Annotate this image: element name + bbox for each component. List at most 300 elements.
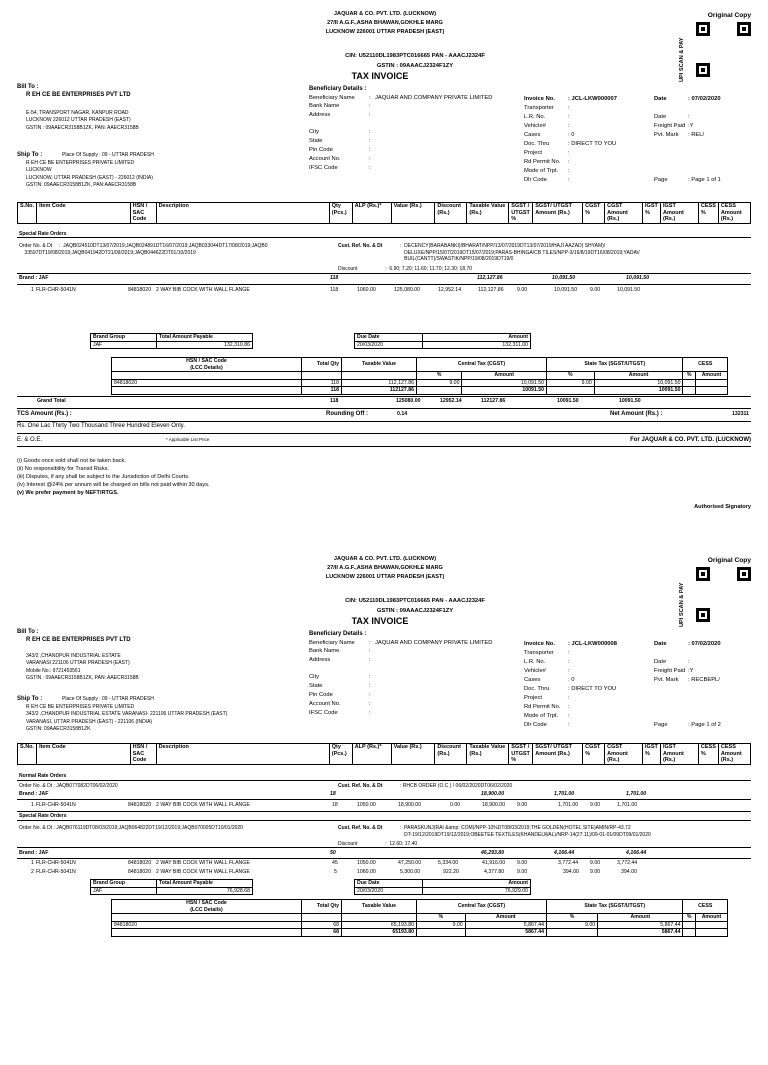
hsn-total-cgst: 10091.50: [462, 387, 547, 395]
invoice-meta: [524, 95, 721, 185]
meta-value: :: [688, 658, 690, 665]
grand-qty: 118: [330, 398, 339, 404]
bill-line: GSTIN : 09AAECR3158B1ZK, PAN: AAECR3158B: [26, 124, 139, 131]
col-header: Discount (Rs.): [435, 203, 467, 224]
meta-value: :: [688, 113, 690, 120]
upi-qr-code[interactable]: [696, 22, 751, 77]
col-header: CGST Amount (Rs.): [605, 744, 643, 765]
meta-value: : REL/: [688, 131, 705, 138]
beneficiary-name-value: JAQUAR AND COMPANY PRIVATE LIMITED: [375, 94, 493, 101]
hsn-header: [112, 900, 302, 914]
bank-name-label: Bank Name: [309, 648, 340, 655]
ship-to-address: [26, 160, 153, 189]
ship-line: LUCKNOW: [26, 167, 52, 174]
bill-line: VARANASI 221106 UTTAR PRADESH (EAST): [26, 660, 130, 667]
col-header: CESS %: [698, 744, 718, 765]
col-header: CESS %: [698, 203, 718, 224]
col-header: ALP (Rs.)*: [352, 203, 391, 224]
col-header: Taxable Value (Rs.): [467, 203, 509, 224]
page-number: : Page 1 of 2: [688, 721, 721, 728]
hsn-sgst-pct: 9.00: [546, 379, 594, 387]
col-header: SGST / UTGST %: [509, 203, 533, 224]
meta-value: :Y: [688, 667, 694, 674]
meta-label: Pvt. Mark: [654, 676, 679, 683]
due-date-value: 20/03/2020: [355, 341, 423, 349]
company-name: JAQUAR & CO. PVT. LTD. (LUCKNOW): [333, 11, 437, 17]
meta-label: L.R. No.: [524, 658, 546, 665]
meta-value: :: [568, 703, 570, 710]
gstin: GSTIN : 09AAACJ2324F1ZY: [376, 63, 454, 69]
grand-sgst: 10091.50: [557, 398, 579, 404]
col-header: CGST %: [583, 744, 605, 765]
brand-cgst: 10,091.50: [626, 275, 650, 281]
rounding-label: Rounding Off :: [326, 411, 368, 417]
taxable-header: Taxable Value: [342, 900, 417, 914]
meta-label: Rd Permit No.: [524, 158, 561, 165]
hsn-sgst-amt: 10,091.50: [594, 379, 683, 387]
upi-scan-label: UPI SCAN & PAY: [679, 37, 685, 82]
meta-value: :: [568, 149, 570, 156]
item-cgst: 3,772.44: [617, 860, 638, 866]
grand-taxable: 112127.86: [481, 398, 506, 404]
sgst-header: State Tax (SGST/UTGST): [546, 900, 682, 914]
ship-line: GSTIN: 09AAECR3158B1ZK: [26, 725, 91, 732]
cust-ref-label: Cust. Ref. No. & Dt: [338, 825, 383, 831]
hsn-sgst-amt: 5,867.44: [598, 921, 683, 929]
brand-qty: 118: [330, 275, 339, 281]
item-sgst-pct: 9.00: [517, 287, 528, 293]
cin-pan: CIN: U52110DL1983PTC016665 PAN - AAACJ2324F: [345, 598, 485, 604]
item-row: [17, 287, 751, 295]
grand-cgst: 10091.50: [619, 398, 641, 404]
invoice-date: : 07/02/2020: [688, 641, 721, 647]
amt-header: Amount: [462, 372, 547, 380]
meta-label: Dlr Code: [524, 176, 547, 183]
bill-to-name: R EH CE BE ENTERPRISES PVT LTD: [26, 92, 131, 98]
meta-value: : DIRECT TO YOU: [568, 140, 617, 147]
term-line: (iii) Disputes, if any shall be subject to the Jurisdiction of Delhi Courts.: [17, 474, 190, 481]
total-payable-value: 76,928.68: [157, 887, 253, 895]
meta-label: Project: [524, 694, 543, 701]
amt-header: Amount: [594, 372, 683, 380]
ship-line: GSTIN: 09AAECR3158B1ZK, PAN:AAECR3158B: [26, 181, 137, 188]
item-sno: 1: [31, 287, 34, 293]
hsn-h1: HSN / SAC Code: [186, 900, 227, 906]
meta-value: : RECBEPL/: [688, 676, 720, 683]
item-code: FLR-CHR-5041N: [36, 802, 76, 808]
discount-line: Discount : 12.60; 17.40: [338, 841, 418, 847]
meta-label: Doc. Thru: [524, 685, 550, 692]
invoice-meta: [524, 640, 721, 730]
pct-header: %: [683, 914, 696, 922]
term-line: (i) Goods once sold shall not be taken back.: [17, 458, 126, 464]
item-code: FLR-CHR-5041N: [36, 869, 76, 875]
beneficiary-title: Beneficiary Details :: [309, 631, 367, 637]
meta-label: Invoice No.: [524, 641, 555, 647]
hsn-cgst-pct: 9.00: [417, 379, 462, 387]
item-sgst: 394.00: [563, 869, 579, 875]
item-taxable: 18,900.00: [482, 802, 506, 808]
total-payable-value: 132,310.86: [157, 341, 253, 349]
ifsc-label: IFSC Code: [309, 710, 338, 717]
col-header: Discount (Rs.): [435, 744, 467, 765]
due-amount-value: 132,311.00: [423, 341, 531, 349]
item-row: [17, 802, 751, 810]
upi-qr-code[interactable]: [696, 567, 751, 622]
payable-box: [90, 333, 253, 349]
upi-scan-label: UPI SCAN & PAY: [679, 582, 685, 627]
col-header: CESS Amount (Rs.): [718, 744, 750, 765]
eoe: E. & O.E.: [17, 437, 43, 443]
brand-taxable: 46,293.80: [481, 850, 505, 856]
city-label: City: [309, 129, 319, 136]
item-value: 5,300.00: [400, 869, 421, 875]
meta-value: :: [568, 694, 570, 701]
cust-ref-value: : PARASKUNJ(RAI &amp; COM)/NPP-10%DT08/03/2019;THE GOLDEN(HOTEL SITE)AMIN/RP-43.72 DT-19/12/2019DT19/12/2019;OBEETEE TEXTILES(KHANDELWAL)/NRP-14(27.11)/09-01-01/09DT09/01/2020: [400, 825, 651, 838]
ship-to-label: Ship To :: [17, 152, 43, 158]
hsn-total-sgst: 5867.44: [598, 929, 683, 937]
hsn-h1: HSN / SAC Code: [186, 358, 227, 364]
total-payable-label: Total Amount Payable: [157, 334, 253, 342]
amount-in-words: Rs. One Lac Thirty Two Thousand Three Hundred Eleven Only.: [17, 423, 185, 429]
invoice-date: : 07/02/2020: [688, 96, 721, 102]
meta-label: Page: [654, 176, 668, 183]
account-no-label: Account No.: [309, 156, 341, 163]
col-header: IGST Amount (Rs.): [661, 744, 699, 765]
pct-header: %: [417, 914, 466, 922]
ifsc-label: IFSC Code: [309, 165, 338, 172]
item-sno: 1: [31, 860, 34, 866]
col-header: CGST %: [583, 203, 605, 224]
hsn-summary: [111, 357, 728, 395]
amt-header: Amount: [695, 372, 727, 380]
col-header: Description: [156, 203, 329, 224]
brand-group-label: Brand Group: [91, 334, 157, 342]
section-title: Special Rate Orders: [19, 231, 67, 237]
order-numbers: Order No. & Dt : JAQB024510DT13/07/2019;JAQB024891DT16/07/2019;JAQB033044DT17/08/2019;JAQB0 33597DT19/08/2019;JAQB041942DT21/09/2019;JAQB044622DT01/10/2019: [19, 243, 268, 256]
item-discount: 5,334.00: [438, 860, 459, 866]
hsn-taxable: 65,193.80: [342, 921, 417, 929]
due-box: [354, 333, 531, 349]
total-qty-header: Total Qty: [302, 358, 342, 372]
rounding-value: 0.14: [397, 411, 408, 417]
item-sno: 2: [31, 869, 34, 875]
meta-value: :: [568, 721, 570, 728]
meta-label: Vehicle#: [524, 122, 546, 129]
meta-value: :: [568, 667, 570, 674]
meta-label: Doc. Thru: [524, 140, 550, 147]
item-sgst: 10,091.50: [554, 287, 578, 293]
net-amount-label: Net Amount (Rs.) :: [610, 411, 663, 417]
hsn-total-qty: 118: [302, 387, 342, 395]
brand-group-value: JAF: [91, 887, 157, 895]
state-label: State: [309, 683, 323, 690]
item-alp: 1060.00: [357, 869, 376, 875]
account-no-label: Account No.: [309, 701, 341, 708]
brand-cgst: 4,166.44: [626, 850, 647, 856]
due-date-label: Due Date: [355, 334, 423, 342]
company-header: [300, 10, 470, 37]
copy-label: Original Copy: [707, 557, 751, 564]
meta-label: Mode of Trpt.: [524, 712, 559, 719]
company-header: [300, 555, 470, 582]
copy-label: Original Copy: [707, 12, 751, 19]
bill-to-address: [26, 110, 139, 132]
item-qty: 45: [332, 860, 338, 866]
item-hsn: 84818020: [128, 802, 152, 808]
meta-value: :: [568, 104, 570, 111]
invoice-title: TAX INVOICE: [351, 616, 409, 626]
item-sgst-pct: 9.00: [517, 869, 528, 875]
item-cgst: 1,701.00: [617, 802, 638, 808]
due-amount-value: 76,929.00: [423, 887, 531, 895]
col-header: Qty (Pcs.): [329, 203, 352, 224]
bank-name-label: Bank Name: [309, 103, 340, 110]
amount-label: Amount: [423, 334, 531, 342]
sgst-header: State Tax (SGST/UTGST): [546, 358, 682, 372]
item-discount: 922.20: [443, 869, 459, 875]
page-number: : Page 1 of 1: [688, 176, 721, 183]
pin-code-label: Pin Code: [309, 692, 333, 699]
hsn-qty: 118: [302, 379, 342, 387]
items-header: [17, 202, 751, 224]
item-alp: 1050.00: [357, 860, 376, 866]
bill-to-address: [26, 653, 139, 682]
grand-discount: 12952.14: [440, 398, 462, 404]
item-qty: 118: [330, 287, 339, 293]
beneficiary-details: [309, 86, 492, 173]
ship-line: R EH CE BE ENTERPRISES PRIVATE LIMITED: [26, 160, 135, 166]
term-line: (ii) No responsibility for Transit Risks.: [17, 466, 110, 473]
col-header: CGST Amount (Rs.): [605, 203, 643, 224]
bill-to-label: Bill To :: [17, 629, 39, 635]
order-numbers: Order No. & Dt : JAQB077082DT06/02/2020: [19, 783, 118, 789]
invoice-page-1: [0, 0, 768, 520]
ship-line: 343/2 ,CHANDPUR INDUSTRIAL ESTATE VARANASI- 221106 UTTAR PRADESH (EAST): [26, 711, 228, 718]
ship-line: VARANASI, UTTAR PRADESH (EAST) - 221106 (INDIA): [26, 718, 153, 725]
term-line: (iv) Interest @24% per annum will be charged on bills not paid within 30 days.: [17, 482, 210, 489]
company-address-2: LUCKNOW 226001 UTTAR PRADESH (EAST): [325, 28, 445, 35]
col-header: Description: [156, 744, 329, 765]
item-sno: 1: [31, 802, 34, 808]
item-alp: 1050.00: [357, 802, 376, 808]
grand-value: 125080.00: [396, 398, 421, 404]
meta-label: Vehicle#: [524, 667, 546, 674]
alp-note: * Applicable List Price: [166, 437, 210, 442]
amt-header: Amount: [598, 914, 683, 922]
amt-header: Amount: [695, 914, 727, 922]
meta-value: : 0: [568, 676, 575, 683]
hsn-cgst-amt: 10,091.50: [462, 379, 547, 387]
col-header: HSN / SAC Code: [130, 744, 156, 765]
meta-value: :: [568, 712, 570, 719]
brand-group-value: JAF: [91, 341, 157, 349]
beneficiary-name-value: JAQUAR AND COMPANY PRIVATE LIMITED: [375, 639, 493, 646]
col-header: S.No.: [18, 203, 37, 224]
city-label: City: [309, 674, 319, 681]
beneficiary-table: Beneficiary Name : JAQUAR AND COMPANY PRIVATE LIMITED Bank Name : Address : City : State : Pin Code : Account No. : IFSC Code :: [309, 94, 493, 172]
hsn-total-sgst: 10091.50: [594, 387, 683, 395]
for-company: For JAQUAR & CO. PVT. LTD. (LUCKNOW): [630, 437, 751, 443]
hsn-total-cgst: 5867.44: [465, 929, 546, 937]
ship-to-address: [26, 704, 227, 733]
invoice-page-2: [0, 545, 768, 1065]
grand-total-row: [17, 398, 751, 406]
meta-label: Page: [654, 721, 668, 728]
meta-value: :: [568, 649, 570, 656]
invoice-title: TAX INVOICE: [351, 71, 409, 81]
hsn-header: [112, 358, 302, 372]
beneficiary-details: [309, 631, 492, 718]
meta-label: Pvt. Mark: [654, 131, 679, 138]
item-hsn: 84818020: [128, 287, 152, 293]
item-row: [17, 869, 751, 877]
due-date-label: Due Date: [355, 880, 423, 888]
brand-taxable: 112,127.86: [477, 275, 503, 281]
brand-subtotal: [17, 275, 751, 283]
brand-qty: 18: [330, 791, 336, 797]
brand-label: Brand : JAF: [19, 275, 49, 281]
item-alp: 1060.00: [357, 287, 376, 293]
meta-value: :: [568, 158, 570, 165]
item-cgst: 10,091.50: [617, 287, 641, 293]
item-sgst: 3,772.44: [558, 860, 579, 866]
meta-value: : DIRECT TO YOU: [568, 685, 617, 692]
meta-label: L.R. No.: [524, 113, 546, 120]
col-header: ALP (Rs.)*: [352, 744, 391, 765]
meta-label: Transporter: [524, 104, 554, 111]
bill-line: E-54, TRANSPORT NAGAR, KANPUR ROAD: [26, 110, 129, 116]
hsn-h1b: (LCC Details): [190, 906, 223, 913]
item-sgst-pct: 9.00: [517, 802, 528, 808]
hsn-sgst-pct: 9.00: [546, 921, 597, 929]
cin-pan: CIN: U52110DL1983PTC016665 PAN - AAACJ2324F: [345, 53, 485, 59]
cess-header: CESS: [683, 358, 728, 372]
col-header: Taxable Value (Rs.): [467, 744, 509, 765]
place-of-supply: Place Of Supply : 09 - UTTAR PRADESH: [62, 696, 154, 702]
item-cgst-pct: 9.00: [590, 802, 601, 808]
ship-line: R EH CE BE ENTERPRISES PRIVATE LIMITED: [26, 704, 135, 710]
meta-label: Project: [524, 149, 543, 156]
pin-code-label: Pin Code: [309, 147, 333, 154]
hsn-total-qty: 68: [302, 929, 342, 937]
terms: [17, 457, 210, 498]
term-line: (v) We prefer payment by NEFT/RTGS.: [17, 490, 119, 497]
company-name: JAQUAR & CO. PVT. LTD. (LUCKNOW): [333, 556, 437, 562]
grand-total-label: Grand Total: [37, 398, 66, 404]
brand-taxable: 18,900.00: [481, 791, 505, 797]
bill-to-label: Bill To :: [17, 84, 39, 90]
bill-to-name: R EH CE BE ENTERPRISES PVT LTD: [26, 637, 131, 643]
item-code: FLR-CHR-5041N: [36, 860, 76, 866]
item-value: 125,080.00: [394, 287, 420, 293]
beneficiary-title: Beneficiary Details :: [309, 86, 367, 92]
col-header: Item Code: [37, 744, 131, 765]
col-header: Value (Rs.): [391, 203, 435, 224]
brand-group-label: Brand Group: [91, 880, 157, 888]
pct-header: %: [546, 372, 594, 380]
invoice-number: : JCL-LKW000007: [568, 96, 617, 102]
meta-value: :: [568, 658, 570, 665]
meta-label: Date: [654, 641, 667, 647]
cust-ref-value: : RHCB ORDER (O.C ) / 06/02/2020DT06/02/2020: [400, 783, 513, 789]
net-amount-value: 132311: [732, 411, 750, 417]
brand-subtotal: [17, 791, 751, 799]
col-header: IGST Amount (Rs.): [661, 203, 699, 224]
beneficiary-table: Beneficiary Name : JAQUAR AND COMPANY PRIVATE LIMITED Bank Name : Address : City : State : Pin Code : Account No. : IFSC Code :: [309, 639, 493, 717]
ship-to-label: Ship To :: [17, 696, 43, 702]
ship-line: LUCKNOW, UTTAR PRADESH (EAST) - 226012 (INDIA): [26, 174, 153, 181]
due-date-value: 20/03/2020: [355, 887, 423, 895]
net-row: [17, 411, 751, 419]
meta-value: :: [568, 122, 570, 129]
col-header: HSN / SAC Code: [130, 203, 156, 224]
meta-label: Date: [654, 96, 667, 102]
authorised-signatory: Authorised Signatory: [694, 504, 751, 510]
state-label: State: [309, 138, 323, 145]
meta-value: :: [568, 176, 570, 183]
place-of-supply: Place Of Supply : 09 - UTTAR PRADESH: [62, 152, 154, 158]
cgst-header: Central Tax (CGST): [417, 900, 547, 914]
brand-label: Brand : JAF: [19, 791, 49, 797]
meta-label: Transporter: [524, 649, 554, 656]
meta-label: Cases: [524, 131, 541, 138]
item-sgst-pct: 9.00: [517, 860, 528, 866]
total-payable-label: Total Amount Payable: [157, 880, 253, 888]
brand-qty: 50: [330, 850, 336, 856]
item-value: 47,250.00: [398, 860, 422, 866]
meta-label: Cases: [524, 676, 541, 683]
meta-label: Mode of Trpt.: [524, 167, 559, 174]
payable-box: [90, 879, 253, 895]
item-qty: 5: [334, 869, 337, 875]
item-taxable: 4,377.80: [484, 869, 505, 875]
brand-label: Brand : JAF: [19, 850, 49, 856]
brand-cgst: 1,701.00: [626, 791, 647, 797]
meta-value: :: [568, 113, 570, 120]
hsn-h1b: (LCC Details): [190, 364, 223, 371]
meta-label: Rd Permit No.: [524, 703, 561, 710]
col-header: Item Code: [37, 203, 131, 224]
col-header: IGST %: [643, 203, 661, 224]
meta-value: : 0: [568, 131, 575, 138]
item-discount: 0.00: [450, 802, 461, 808]
item-sgst: 1,701.00: [558, 802, 579, 808]
item-description: 2 WAY BIB COCK WITH WALL FLANGE: [156, 860, 250, 866]
item-cgst: 394.00: [621, 869, 637, 875]
meta-label: Date: [654, 658, 667, 665]
item-taxable: 112,127.86: [478, 287, 504, 293]
item-taxable: 41,916.00: [482, 860, 506, 866]
meta-label: Freight Paid: [654, 122, 686, 129]
hsn-cgst-amt: 5,867.44: [465, 921, 546, 929]
company-address-1: 27/II A.G.F.,ASHA BHAWAN,GOKHLE MARG: [327, 19, 443, 26]
amount-label: Amount: [423, 880, 531, 888]
bill-line: LUCKNOW 226012 UTTAR PRADESH (EAST): [26, 117, 131, 124]
item-hsn: 84818020: [128, 869, 152, 875]
meta-value: :Y: [688, 122, 694, 129]
bill-line: Mobile No.: 9721453561: [26, 667, 81, 674]
address-label: Address: [309, 112, 331, 119]
col-header: SGST / UTGST %: [509, 744, 533, 765]
brand-sgst: 1,701.00: [554, 791, 575, 797]
item-cgst-pct: 9.00: [590, 860, 601, 866]
item-description: 2 WAY BIB COCK WITH WALL FLANGE: [156, 287, 250, 293]
total-qty-header: Total Qty: [302, 900, 342, 914]
brand-sgst: 4,166.44: [554, 850, 575, 856]
beneficiary-name-label: Beneficiary Name: [309, 94, 355, 101]
hsn-summary: [111, 899, 728, 937]
